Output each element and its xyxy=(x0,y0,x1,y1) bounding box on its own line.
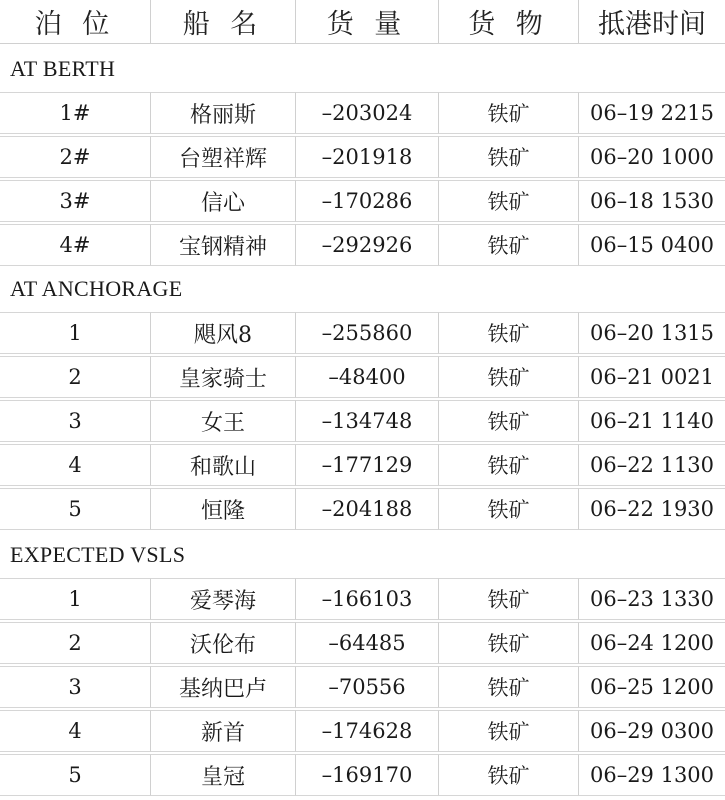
vessel-name-cell xyxy=(150,710,295,752)
berth-cell xyxy=(0,488,150,530)
arrival-time-cell xyxy=(578,622,725,664)
cargo-cell xyxy=(438,666,578,708)
table-row xyxy=(0,488,725,530)
arrival-time-header-label: 抵港时间 xyxy=(598,9,706,40)
vessel-name-cell xyxy=(150,136,295,178)
vessel-name-cell xyxy=(150,356,295,398)
arrival-time-header xyxy=(578,0,725,44)
arrival-time-cell-text: 06–19 2215 xyxy=(589,101,715,125)
vessel-name-cell-text: 台塑祥辉 xyxy=(178,146,267,172)
quantity-cell xyxy=(295,180,438,222)
berth-cell-text: 4# xyxy=(59,233,91,257)
arrival-time-cell xyxy=(578,180,725,222)
table-row xyxy=(0,666,725,708)
quantity-header xyxy=(295,0,438,44)
arrival-time-cell-text: 06–21 0021 xyxy=(589,365,715,389)
quantity-cell xyxy=(295,578,438,620)
cargo-cell-text: 铁矿 xyxy=(487,234,530,258)
berth-cell xyxy=(0,356,150,398)
arrival-time-cell xyxy=(578,754,725,796)
cargo-cell-text: 铁矿 xyxy=(487,366,530,390)
quantity-header-label: 货 量 xyxy=(326,9,408,40)
arrival-time-cell xyxy=(578,312,725,354)
quantity-cell-text: –64485 xyxy=(328,631,406,655)
arrival-time-cell xyxy=(578,136,725,178)
arrival-time-cell-text: 06–20 1000 xyxy=(589,145,715,169)
arrival-time-cell-text: 06–29 1300 xyxy=(589,763,715,787)
table-row xyxy=(0,710,725,752)
vessel-name-cell xyxy=(150,92,295,134)
quantity-cell xyxy=(295,92,438,134)
cargo-cell-text: 铁矿 xyxy=(487,676,530,700)
quantity-cell-text: –70556 xyxy=(328,675,406,699)
arrival-time-cell xyxy=(578,578,725,620)
table-row xyxy=(0,180,725,222)
table-row xyxy=(0,400,725,442)
vessel-name-cell-text: 新首 xyxy=(200,720,245,746)
berth-cell-text: 3 xyxy=(68,409,82,433)
vessel-name-cell xyxy=(150,400,295,442)
arrival-time-cell xyxy=(578,92,725,134)
vessel-name-cell-text: 皇冠 xyxy=(200,764,245,790)
cargo-cell xyxy=(438,92,578,134)
vessel-name-cell xyxy=(150,312,295,354)
cargo-cell xyxy=(438,488,578,530)
cargo-cell xyxy=(438,578,578,620)
arrival-time-cell-text: 06–21 1140 xyxy=(589,409,715,433)
vessel-name-cell-text: 恒隆 xyxy=(200,498,245,524)
quantity-cell xyxy=(295,488,438,530)
quantity-cell-text: –170286 xyxy=(321,189,413,213)
arrival-time-cell xyxy=(578,444,725,486)
cargo-cell xyxy=(438,312,578,354)
table-row xyxy=(0,92,725,134)
table-row xyxy=(0,444,725,486)
quantity-cell-text: –292926 xyxy=(321,233,413,257)
arrival-time-cell-text: 06–22 1130 xyxy=(589,453,715,477)
arrival-time-cell-text: 06–22 1930 xyxy=(589,497,715,521)
vessel-name-cell-text: 基纳巴卢 xyxy=(178,676,267,702)
arrival-time-cell-text: 06–23 1330 xyxy=(589,587,715,611)
berth-cell xyxy=(0,312,150,354)
vessel-name-cell-text: 飓风8 xyxy=(194,322,252,348)
cargo-cell-text: 铁矿 xyxy=(487,410,530,434)
arrival-time-cell xyxy=(578,224,725,266)
vessel-name-cell-text: 皇家骑士 xyxy=(178,366,267,392)
cargo-cell-text: 铁矿 xyxy=(487,454,530,478)
quantity-cell-text: –48400 xyxy=(328,365,406,389)
table-row xyxy=(0,622,725,664)
cargo-cell-text: 铁矿 xyxy=(487,588,530,612)
berth-cell-text: 3# xyxy=(59,189,91,213)
berth-cell-text: 3 xyxy=(68,675,82,699)
berth-cell xyxy=(0,666,150,708)
vessel-name-cell xyxy=(150,224,295,266)
vessel-name-cell xyxy=(150,444,295,486)
quantity-cell xyxy=(295,754,438,796)
arrival-time-cell-text: 06–20 1315 xyxy=(589,321,715,345)
arrival-time-cell xyxy=(578,356,725,398)
cargo-cell xyxy=(438,136,578,178)
quantity-cell-text: –174628 xyxy=(321,719,413,743)
quantity-cell xyxy=(295,400,438,442)
berth-cell-text: 5 xyxy=(68,763,82,787)
berth-cell-text: 2# xyxy=(59,145,91,169)
quantity-cell-text: –166103 xyxy=(321,587,413,611)
berth-cell xyxy=(0,224,150,266)
arrival-time-cell-text: 06–29 0300 xyxy=(589,719,715,743)
quantity-cell-text: –204188 xyxy=(321,497,413,521)
berth-cell xyxy=(0,92,150,134)
quantity-cell xyxy=(295,136,438,178)
berth-cell xyxy=(0,754,150,796)
cargo-cell xyxy=(438,444,578,486)
quantity-cell-text: –203024 xyxy=(321,101,413,125)
section-title: EXPECTED VSLS xyxy=(10,542,186,567)
berth-cell xyxy=(0,136,150,178)
arrival-time-cell xyxy=(578,666,725,708)
arrival-time-cell-text: 06–25 1200 xyxy=(589,675,715,699)
table-row xyxy=(0,136,725,178)
vessel-name-cell xyxy=(150,578,295,620)
quantity-cell-text: –134748 xyxy=(321,409,413,433)
table-header xyxy=(0,0,725,44)
berth-cell-text: 1# xyxy=(59,101,91,125)
quantity-cell-text: –169170 xyxy=(321,763,413,787)
arrival-time-cell-text: 06–15 0400 xyxy=(589,233,715,257)
table-row xyxy=(0,312,725,354)
vessel-name-header-label: 船 名 xyxy=(182,9,264,40)
cargo-cell xyxy=(438,622,578,664)
vessel-name-cell-text: 宝钢精神 xyxy=(178,234,267,260)
cargo-header xyxy=(438,0,578,44)
table-row xyxy=(0,754,725,796)
berth-cell-text: 4 xyxy=(68,719,82,743)
cargo-cell-text: 铁矿 xyxy=(487,322,530,346)
berth-cell-text: 5 xyxy=(68,497,82,521)
cargo-cell xyxy=(438,400,578,442)
vessel-name-cell xyxy=(150,666,295,708)
vessel-name-cell-text: 爱琴海 xyxy=(189,588,256,614)
arrival-time-cell-text: 06–18 1530 xyxy=(589,189,715,213)
quantity-cell xyxy=(295,622,438,664)
table-row xyxy=(0,356,725,398)
vessel-name-cell-text: 和歌山 xyxy=(189,454,256,480)
quantity-cell-text: –255860 xyxy=(321,321,413,345)
berth-header-label: 泊 位 xyxy=(34,9,116,40)
berth-header xyxy=(0,0,150,44)
quantity-cell-text: –201918 xyxy=(321,145,413,169)
cargo-cell xyxy=(438,180,578,222)
vessel-name-cell xyxy=(150,488,295,530)
quantity-cell xyxy=(295,444,438,486)
table-row xyxy=(0,224,725,266)
berth-cell xyxy=(0,180,150,222)
quantity-cell xyxy=(295,666,438,708)
berth-cell-text: 4 xyxy=(68,453,82,477)
arrival-time-cell xyxy=(578,400,725,442)
berth-cell xyxy=(0,400,150,442)
arrival-time-cell xyxy=(578,710,725,752)
quantity-cell xyxy=(295,312,438,354)
cargo-cell-text: 铁矿 xyxy=(487,632,530,656)
quantity-cell xyxy=(295,356,438,398)
quantity-cell xyxy=(295,710,438,752)
cargo-cell xyxy=(438,754,578,796)
vessel-name-cell xyxy=(150,754,295,796)
section-title: AT ANCHORAGE xyxy=(10,276,183,301)
vessel-name-cell-text: 信心 xyxy=(200,190,245,216)
berth-cell xyxy=(0,622,150,664)
vessel-name-header xyxy=(150,0,295,44)
vessel-name-cell xyxy=(150,180,295,222)
berth-cell-text: 1 xyxy=(68,321,82,345)
vessel-name-cell-text: 女王 xyxy=(200,410,245,436)
berth-cell-text: 2 xyxy=(68,631,82,655)
cargo-cell-text: 铁矿 xyxy=(487,146,530,170)
berth-cell xyxy=(0,444,150,486)
vessel-name-cell xyxy=(150,622,295,664)
quantity-cell-text: –177129 xyxy=(321,453,413,477)
cargo-cell-text: 铁矿 xyxy=(487,720,530,744)
cargo-cell xyxy=(438,710,578,752)
berth-cell-text: 1 xyxy=(68,587,82,611)
table-row xyxy=(0,578,725,620)
berth-cell xyxy=(0,710,150,752)
section-title: AT BERTH xyxy=(10,56,116,81)
cargo-cell xyxy=(438,224,578,266)
berth-cell xyxy=(0,578,150,620)
vessel-name-cell-text: 格丽斯 xyxy=(189,102,256,128)
cargo-cell-text: 铁矿 xyxy=(487,102,530,126)
vessel-name-cell-text: 沃伦布 xyxy=(189,632,256,658)
arrival-time-cell-text: 06–24 1200 xyxy=(589,631,715,655)
cargo-cell-text: 铁矿 xyxy=(487,498,530,522)
berth-cell-text: 2 xyxy=(68,365,82,389)
cargo-cell-text: 铁矿 xyxy=(487,190,530,214)
arrival-time-cell xyxy=(578,488,725,530)
quantity-cell xyxy=(295,224,438,266)
cargo-cell xyxy=(438,356,578,398)
cargo-header-label: 货 物 xyxy=(468,9,549,40)
cargo-cell-text: 铁矿 xyxy=(487,764,530,788)
